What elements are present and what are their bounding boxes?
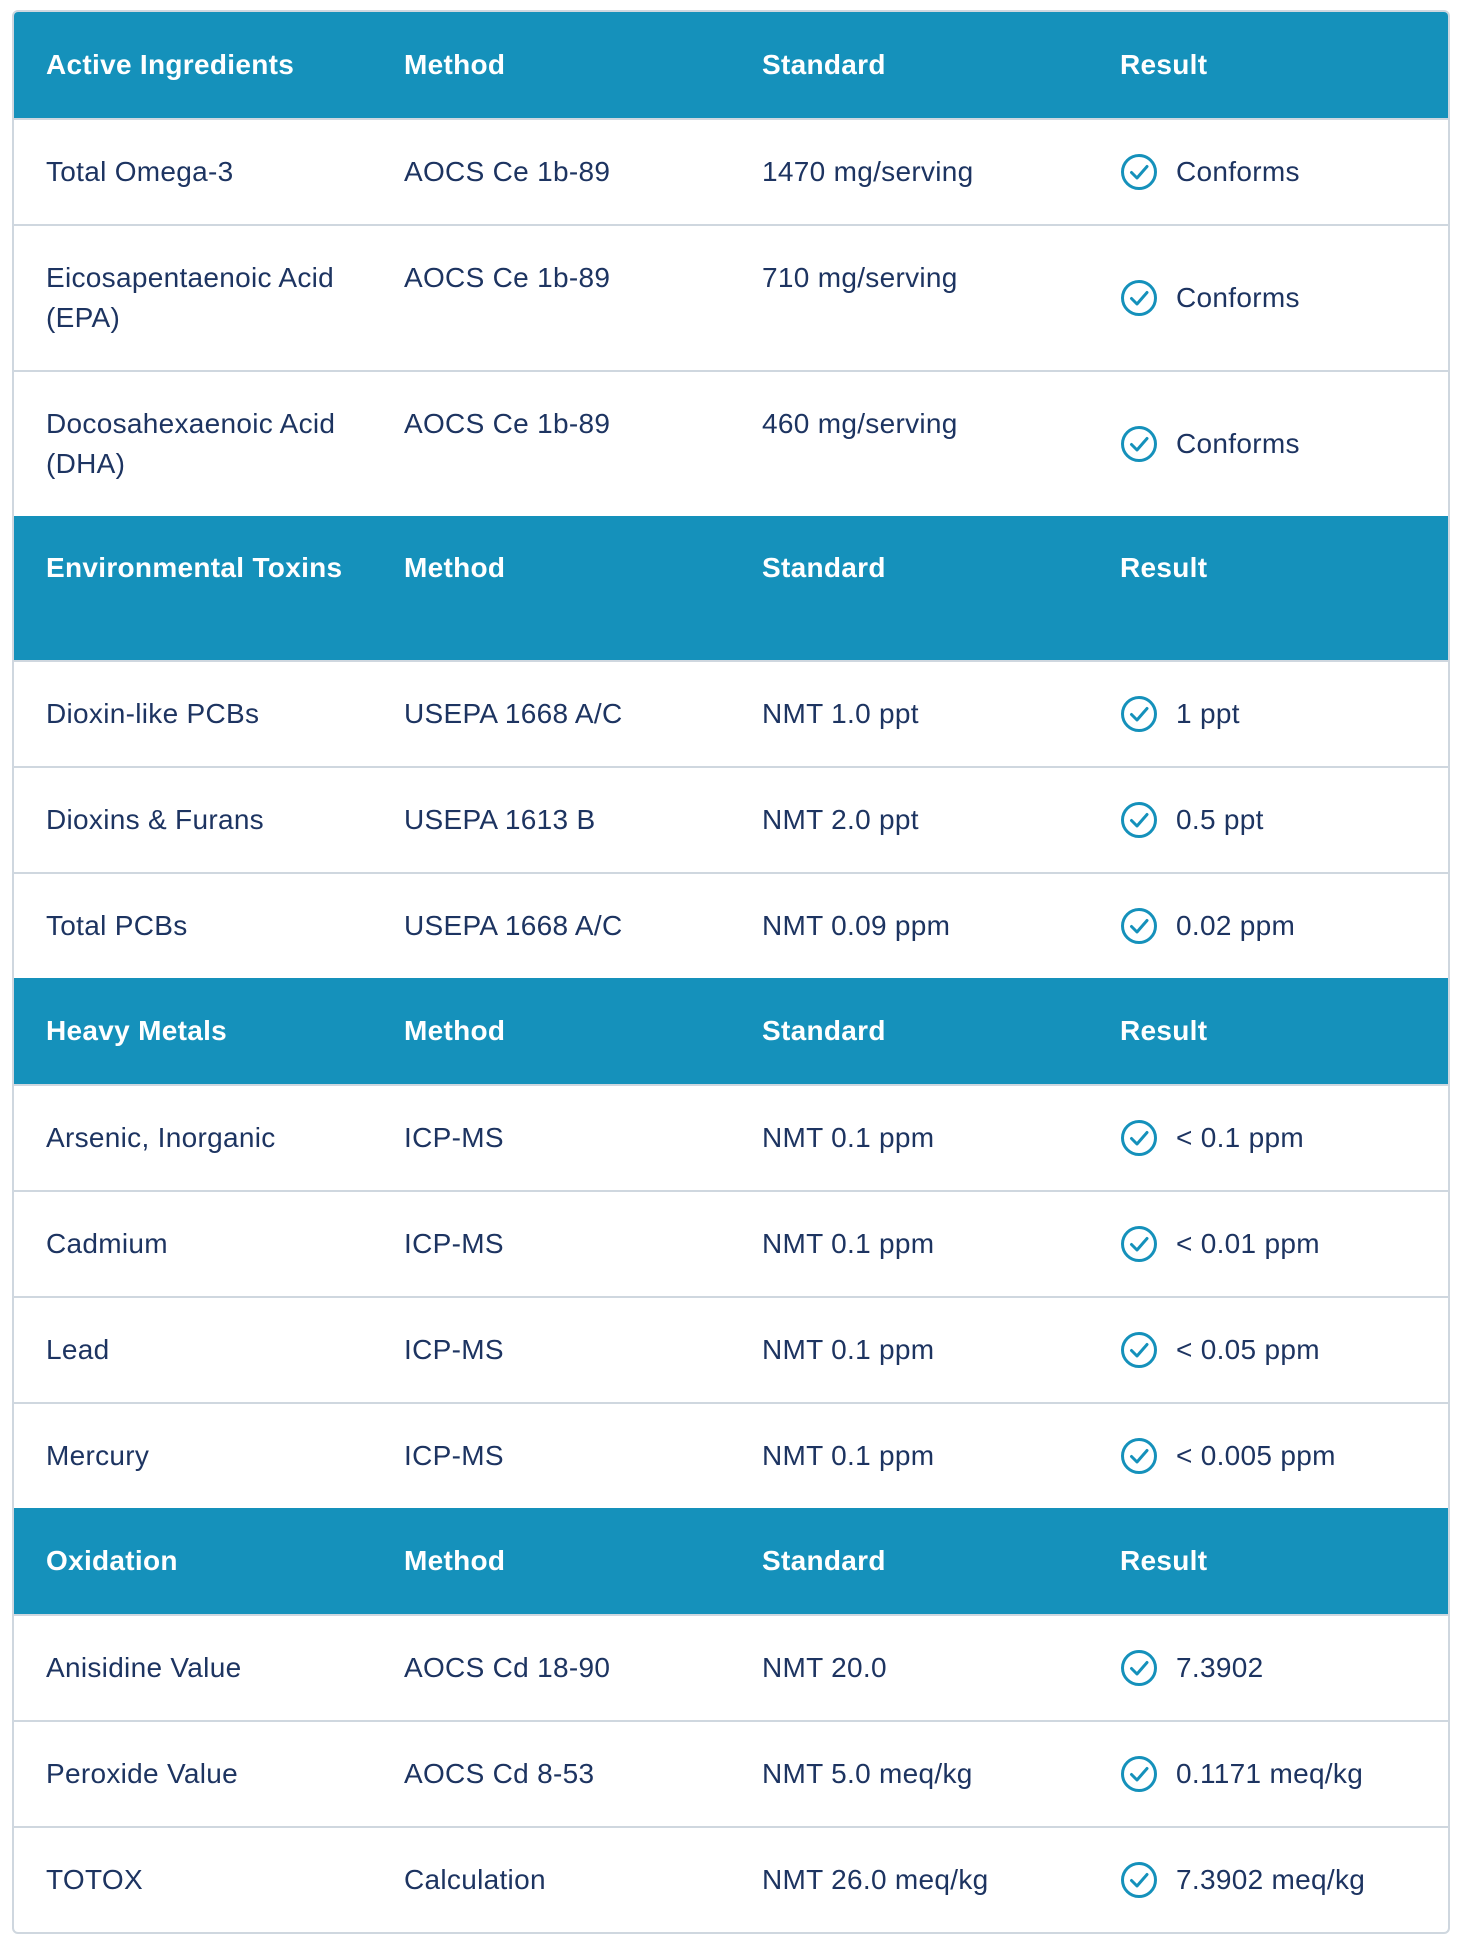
row-result-value: < 0.01 ppm: [1176, 1228, 1320, 1259]
row-standard: 710 mg/serving: [762, 262, 958, 293]
header-category: Active Ingredients: [46, 49, 295, 80]
row-result-value: < 0.005 ppm: [1176, 1440, 1336, 1471]
row-result: [1088, 1118, 1448, 1158]
row-result: [1088, 800, 1448, 840]
row-name: Dioxin-like PCBs: [46, 698, 260, 729]
row-standard: NMT 26.0 meq/kg: [762, 1864, 989, 1895]
check-circle-icon: [1120, 1861, 1158, 1899]
row-result-value: 7.3902: [1176, 1652, 1264, 1683]
row-standard: NMT 0.1 ppm: [762, 1440, 935, 1471]
header-method: Method: [404, 1545, 506, 1576]
check-circle-icon: [1120, 695, 1158, 733]
row-method: ICP-MS: [404, 1440, 504, 1471]
table-row: [14, 1720, 1448, 1826]
row-method: USEPA 1668 A/C: [404, 910, 623, 941]
row-result: [1088, 694, 1448, 734]
row-name: TOTOX: [46, 1864, 143, 1895]
row-method: AOCS Ce 1b-89: [404, 156, 611, 187]
row-method: ICP-MS: [404, 1334, 504, 1365]
row-standard: NMT 20.0: [762, 1652, 887, 1683]
row-result: [1088, 1648, 1448, 1688]
row-standard: NMT 0.09 ppm: [762, 910, 951, 941]
header-method: Method: [404, 552, 506, 583]
check-circle-icon: [1120, 1119, 1158, 1157]
section-header-environmental-toxins: [14, 516, 1448, 660]
row-name: Anisidine Value: [46, 1652, 242, 1683]
table-row: [14, 1614, 1448, 1720]
row-method: AOCS Cd 8-53: [404, 1758, 595, 1789]
row-name: Dioxins & Furans: [46, 804, 264, 835]
check-circle-icon: [1120, 1437, 1158, 1475]
row-result: [1088, 152, 1448, 192]
table-row: [14, 660, 1448, 766]
header-result: Result: [1120, 1015, 1208, 1046]
header-standard: Standard: [762, 1015, 886, 1046]
row-result-value: 0.02 ppm: [1176, 910, 1296, 941]
table-row: [14, 1296, 1448, 1402]
row-method: USEPA 1668 A/C: [404, 698, 623, 729]
header-category: Oxidation: [46, 1545, 178, 1576]
row-standard: NMT 1.0 ppt: [762, 698, 919, 729]
row-result-value: 7.3902 meq/kg: [1176, 1864, 1366, 1895]
row-method: AOCS Cd 18-90: [404, 1652, 611, 1683]
header-method: Method: [404, 1015, 506, 1046]
table-row: [14, 1084, 1448, 1190]
row-method: ICP-MS: [404, 1228, 504, 1259]
row-result: [1088, 906, 1448, 946]
table-row: [14, 1190, 1448, 1296]
section-header-oxidation: [14, 1508, 1448, 1614]
row-method: AOCS Ce 1b-89: [404, 262, 611, 293]
check-circle-icon: [1120, 1331, 1158, 1369]
row-result-value: < 0.05 ppm: [1176, 1334, 1320, 1365]
row-name: Cadmium: [46, 1228, 168, 1259]
check-circle-icon: [1120, 425, 1158, 463]
row-result: [1088, 1436, 1448, 1476]
header-standard: Standard: [762, 552, 886, 583]
row-standard: 460 mg/serving: [762, 408, 958, 439]
row-standard: NMT 0.1 ppm: [762, 1122, 935, 1153]
table-row: [14, 224, 1448, 370]
table-row: [14, 872, 1448, 978]
row-standard: NMT 0.1 ppm: [762, 1334, 935, 1365]
row-name: Lead: [46, 1334, 110, 1365]
row-name: Peroxide Value: [46, 1758, 239, 1789]
header-standard: Standard: [762, 1545, 886, 1576]
row-method: USEPA 1613 B: [404, 804, 596, 835]
table-row: [14, 118, 1448, 224]
section-header-heavy-metals: [14, 978, 1448, 1084]
header-category: Environmental Toxins: [46, 552, 343, 583]
row-result: [1088, 1860, 1448, 1900]
header-method: Method: [404, 49, 506, 80]
row-result-value: Conforms: [1176, 282, 1300, 313]
row-name: Arsenic, Inorganic: [46, 1122, 276, 1153]
check-circle-icon: [1120, 1225, 1158, 1263]
row-result: [1088, 424, 1448, 464]
check-circle-icon: [1120, 1649, 1158, 1687]
check-circle-icon: [1120, 1755, 1158, 1793]
row-name: Total Omega-3: [46, 156, 234, 187]
header-category: Heavy Metals: [46, 1015, 228, 1046]
row-result: [1088, 1330, 1448, 1370]
row-method: ICP-MS: [404, 1122, 504, 1153]
row-standard: NMT 5.0 meq/kg: [762, 1758, 973, 1789]
row-result-value: 0.1171 meq/kg: [1176, 1758, 1364, 1789]
table-row: [14, 766, 1448, 872]
section-header-active-ingredients: [14, 12, 1448, 118]
check-circle-icon: [1120, 907, 1158, 945]
check-circle-icon: [1120, 801, 1158, 839]
row-name: Total PCBs: [46, 910, 188, 941]
check-circle-icon: [1120, 279, 1158, 317]
row-method: AOCS Ce 1b-89: [404, 408, 611, 439]
row-result-value: 0.5 ppt: [1176, 804, 1264, 835]
row-method: Calculation: [404, 1864, 546, 1895]
row-result: [1088, 278, 1448, 318]
header-result: Result: [1120, 552, 1208, 583]
table-row: [14, 1402, 1448, 1508]
row-name: Mercury: [46, 1440, 150, 1471]
test-results-table: [12, 10, 1450, 1934]
row-standard: 1470 mg/serving: [762, 156, 974, 187]
row-result-value: 1 ppt: [1176, 698, 1240, 729]
header-standard: Standard: [762, 49, 886, 80]
row-name: Docosahexaenoic Acid (DHA): [46, 408, 336, 479]
row-result-value: < 0.1 ppm: [1176, 1122, 1305, 1153]
table-row: [14, 1826, 1448, 1932]
header-result: Result: [1120, 49, 1208, 80]
row-result: [1088, 1224, 1448, 1264]
row-name: Eicosapentaenoic Acid (EPA): [46, 262, 335, 333]
table-row: [14, 370, 1448, 516]
row-standard: NMT 2.0 ppt: [762, 804, 919, 835]
row-result-value: Conforms: [1176, 428, 1300, 459]
check-circle-icon: [1120, 153, 1158, 191]
row-result-value: Conforms: [1176, 156, 1300, 187]
row-standard: NMT 0.1 ppm: [762, 1228, 935, 1259]
header-result: Result: [1120, 1545, 1208, 1576]
row-result: [1088, 1754, 1448, 1794]
